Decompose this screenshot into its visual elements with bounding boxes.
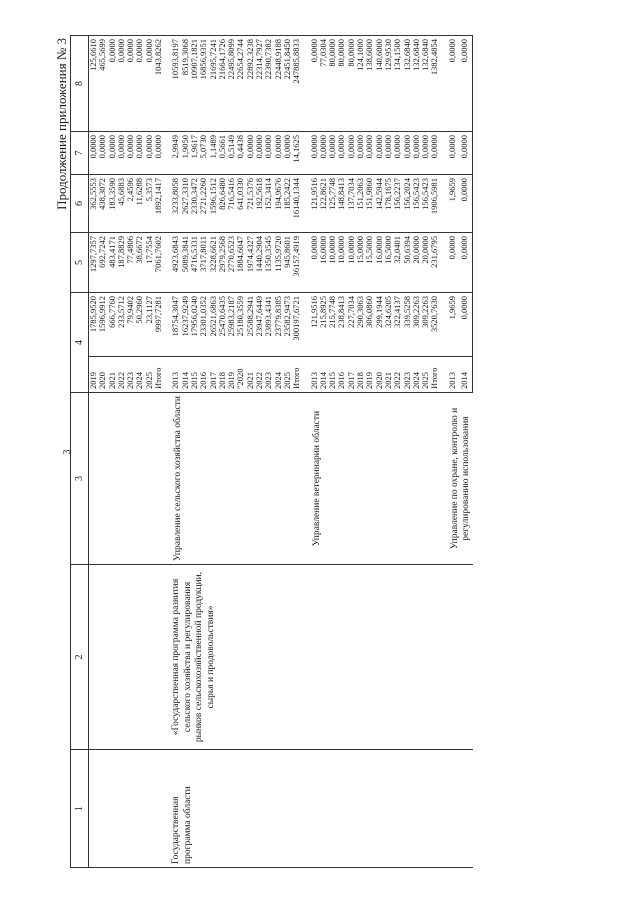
federal-budget-cell: 483,4171 <box>108 233 117 293</box>
total-cell: 215,7748 <box>328 293 337 357</box>
other-sources-cell: 132,6840 <box>403 36 412 132</box>
total-cell: 26521,6863 <box>209 293 218 357</box>
row-spacer <box>302 36 310 868</box>
federal-budget-cell: 36157,4919 <box>292 233 301 293</box>
program-name-cell: «Государственная программа развития сельского хозяйства и регулирования рынков сельскохозяйственной продукции, сырья и продовольствия» <box>171 565 301 750</box>
total-cell: 306,0860 <box>365 293 374 357</box>
total-cell: 17956,0240 <box>190 293 199 357</box>
local-budget-cell: 0,0000 <box>328 132 337 175</box>
other-sources-cell: 0,0000 <box>117 36 126 132</box>
year-cell: 2013 <box>448 357 460 393</box>
local-budget-cell: 0,0000 <box>264 132 273 175</box>
year-cell: 2017 <box>209 357 218 393</box>
local-budget-cell: 0,5149 <box>227 132 236 175</box>
spacer-cell <box>440 750 448 868</box>
local-budget-cell: 2,9949 <box>171 132 180 175</box>
local-budget-cell: 0,0000 <box>319 132 328 175</box>
regional-budget-cell: 1906,5981 <box>430 175 439 233</box>
federal-budget-cell: 50,6394 <box>403 233 412 293</box>
local-budget-cell: 0,0000 <box>255 132 264 175</box>
col-header-1: 1 <box>71 750 89 868</box>
total-cell: 121,9516 <box>310 293 319 357</box>
federal-budget-cell: 0,0000 <box>448 233 460 293</box>
year-cell: 2023 <box>126 357 135 393</box>
local-budget-cell: 0,0000 <box>98 132 107 175</box>
header-row <box>71 36 89 868</box>
program-name-cell <box>310 565 440 750</box>
other-sources-cell: 247885,8833 <box>292 36 301 132</box>
federal-budget-cell: 5089,3841 <box>181 233 190 293</box>
regional-budget-cell: 362,5553 <box>89 175 99 233</box>
total-cell: 233,5712 <box>117 293 126 357</box>
federal-budget-cell: 77,4806 <box>126 233 135 293</box>
local-budget-cell: 0,0000 <box>154 132 163 175</box>
local-budget-cell: 0,0000 <box>89 132 99 175</box>
year-cell: "2020 <box>236 357 245 393</box>
federal-budget-cell: 16,0000 <box>375 233 384 293</box>
regional-budget-cell: 438,3072 <box>98 175 107 233</box>
other-sources-cell: 0,0000 <box>126 36 135 132</box>
local-budget-cell: 0,0000 <box>448 132 460 175</box>
other-sources-cell: 138,6000 <box>365 36 374 132</box>
local-budget-cell: 0,0000 <box>283 132 292 175</box>
program-type-cell <box>310 750 440 868</box>
federal-budget-cell: 15,5000 <box>365 233 374 293</box>
other-sources-cell: 16856,9351 <box>199 36 208 132</box>
total-cell: 16237,9249 <box>181 293 190 357</box>
regional-budget-cell: 152,3414 <box>264 175 273 233</box>
federal-budget-cell: 1350,3545 <box>264 233 273 293</box>
year-cell: 2023 <box>264 357 273 393</box>
spacer-cell <box>302 750 310 868</box>
year-cell: 2024 <box>412 357 421 393</box>
total-cell: 25180,3559 <box>236 293 245 357</box>
federal-budget-cell: 945,8601 <box>283 233 292 293</box>
local-budget-cell: 0,0000 <box>460 132 473 175</box>
other-sources-cell: 22654,2744 <box>236 36 245 132</box>
document-page <box>40 32 600 872</box>
regional-budget-cell: 11,6288 <box>135 175 144 233</box>
other-sources-cell: 1382,4854 <box>430 36 439 132</box>
regional-budget-cell: 137,7034 <box>347 175 356 233</box>
regional-budget-cell: 0,0000 <box>460 175 473 233</box>
federal-budget-cell: 16,0000 <box>319 233 328 293</box>
total-cell: 1,9659 <box>448 293 460 357</box>
local-budget-cell: 0,0000 <box>145 132 154 175</box>
local-budget-cell: 5,0730 <box>199 132 208 175</box>
other-sources-cell: 80,0000 <box>337 36 346 132</box>
other-sources-cell: 80,0000 <box>328 36 337 132</box>
total-cell: 322,4137 <box>393 293 402 357</box>
row-spacer <box>440 36 448 868</box>
spacer-cell <box>163 750 171 868</box>
total-cell: 339,5258 <box>403 293 412 357</box>
local-budget-cell: 0,0000 <box>375 132 384 175</box>
federal-budget-cell: 1884,6047 <box>236 233 245 293</box>
federal-budget-cell: 4716,5331 <box>190 233 199 293</box>
regional-budget-cell: 183,3590 <box>108 175 117 233</box>
federal-budget-cell: 0,0000 <box>460 233 473 293</box>
regional-budget-cell: 148,8413 <box>337 175 346 233</box>
total-cell: 290,3063 <box>356 293 365 357</box>
program-type-cell <box>89 750 164 868</box>
total-cell: 215,8925 <box>319 293 328 357</box>
year-cell: 2022 <box>393 357 402 393</box>
other-sources-cell: 124,1000 <box>356 36 365 132</box>
program-name-cell <box>448 565 473 750</box>
federal-budget-cell: 10,0000 <box>328 233 337 293</box>
executor-cell <box>89 393 164 565</box>
col-header-7: 7 <box>71 132 89 175</box>
federal-budget-cell: 2770,6523 <box>227 233 236 293</box>
year-cell: 2014 <box>181 357 190 393</box>
regional-budget-cell: 185,2422 <box>283 175 292 233</box>
local-budget-cell: 0,5661 <box>218 132 227 175</box>
other-sources-cell: 80,0000 <box>347 36 356 132</box>
regional-budget-cell: 16140,1344 <box>292 175 301 233</box>
total-cell: 23947,6449 <box>255 293 264 357</box>
other-sources-cell: 0,0000 <box>460 36 473 132</box>
col-header-4: 4 <box>71 293 89 393</box>
total-cell: 309,2263 <box>412 293 421 357</box>
other-sources-cell: 22451,8450 <box>283 36 292 132</box>
other-sources-cell: 0,0000 <box>448 36 460 132</box>
total-cell: 23,1127 <box>145 293 154 357</box>
federal-budget-cell: 231,6795 <box>430 233 439 293</box>
regional-budget-cell: 122,8621 <box>319 175 328 233</box>
total-cell: 23893,4341 <box>264 293 273 357</box>
local-budget-cell: 0,0000 <box>337 132 346 175</box>
spacer-cell <box>440 565 448 750</box>
local-budget-cell: 0,0000 <box>393 132 402 175</box>
local-budget-cell: 0,0000 <box>421 132 430 175</box>
year-cell: 2016 <box>199 357 208 393</box>
other-sources-cell: 22448,9188 <box>274 36 283 132</box>
year-cell: 2016 <box>337 357 346 393</box>
federal-budget-cell: 10,0000 <box>337 233 346 293</box>
total-cell: 238,8413 <box>337 293 346 357</box>
other-sources-cell: 134,1500 <box>393 36 402 132</box>
year-cell: 2018 <box>218 357 227 393</box>
other-sources-cell: 129,9530 <box>384 36 393 132</box>
program-name-cell <box>89 565 164 750</box>
regional-budget-cell: 156,2237 <box>393 175 402 233</box>
federal-budget-cell: 1974,4327 <box>246 233 255 293</box>
federal-budget-cell: 16,5000 <box>384 233 393 293</box>
regional-budget-cell: 194,9676 <box>274 175 283 233</box>
year-cell: 2025 <box>421 357 430 393</box>
other-sources-cell: 10593,8197 <box>171 36 180 132</box>
year-cell: 2024 <box>274 357 283 393</box>
federal-budget-cell: 3717,8011 <box>199 233 208 293</box>
year-cell: 2025 <box>283 357 292 393</box>
regional-budget-cell: 1,9659 <box>448 175 460 233</box>
regional-budget-cell: 826,6480 <box>218 175 227 233</box>
federal-budget-cell: 20,0000 <box>421 233 430 293</box>
year-cell: 2021 <box>108 357 117 393</box>
other-sources-cell: 22390,7382 <box>264 36 273 132</box>
local-budget-cell: 0,0000 <box>347 132 356 175</box>
other-sources-cell: 0,0000 <box>135 36 144 132</box>
appendix-title: Продолжение приложения № 3 <box>54 38 69 210</box>
local-budget-cell: 0,4438 <box>236 132 245 175</box>
federal-budget-cell: 1297,7357 <box>89 233 99 293</box>
total-cell: 79,9402 <box>126 293 135 357</box>
local-budget-cell: 1,1489 <box>209 132 218 175</box>
regional-budget-cell: 156,5423 <box>421 175 430 233</box>
other-sources-cell: 22495,8099 <box>227 36 236 132</box>
local-budget-cell: 0,0000 <box>117 132 126 175</box>
federal-budget-cell: 32,0401 <box>393 233 402 293</box>
year-cell: 2019 <box>365 357 374 393</box>
total-cell: 309,2263 <box>421 293 430 357</box>
total-cell: 25470,6435 <box>218 293 227 357</box>
program-type-cell <box>448 750 473 868</box>
other-sources-cell: 22892,3238 <box>246 36 255 132</box>
federal-budget-cell: 1135,9720 <box>274 233 283 293</box>
year-cell: 2015 <box>190 357 199 393</box>
federal-budget-cell: 20,0000 <box>412 233 421 293</box>
year-cell: 2022 <box>255 357 264 393</box>
local-budget-cell: 0,0000 <box>403 132 412 175</box>
federal-budget-cell: 17,7554 <box>145 233 154 293</box>
regional-budget-cell: 641,0330 <box>236 175 245 233</box>
executor-cell: Управление по охране, контролю и регулированию использования <box>448 393 473 565</box>
year-cell: Итого <box>292 357 301 393</box>
year-cell: Итого <box>430 357 439 393</box>
total-cell: 18754,3047 <box>171 293 180 357</box>
local-budget-cell: 1,9050 <box>181 132 190 175</box>
year-cell: 2014 <box>460 357 473 393</box>
total-cell: 9997,7281 <box>154 293 163 357</box>
total-cell: 324,6205 <box>384 293 393 357</box>
other-sources-cell: 0,0000 <box>108 36 117 132</box>
other-sources-cell: 465,5699 <box>98 36 107 132</box>
spacer-cell <box>302 393 310 565</box>
year-cell: 2018 <box>356 357 365 393</box>
regional-budget-cell: 3233,8058 <box>171 175 180 233</box>
other-sources-cell: 1043,8262 <box>154 36 163 132</box>
other-sources-cell: 22314,7927 <box>255 36 264 132</box>
local-budget-cell: 0,0000 <box>365 132 374 175</box>
year-cell: 2023 <box>403 357 412 393</box>
regional-budget-cell: 45,6883 <box>117 175 126 233</box>
total-cell: 1785,9520 <box>89 293 99 357</box>
local-budget-cell: 0,0000 <box>430 132 439 175</box>
total-cell: 0,0000 <box>460 293 473 357</box>
local-budget-cell: 1,9617 <box>190 132 199 175</box>
other-sources-cell: 132,6840 <box>421 36 430 132</box>
total-cell: 666,7760 <box>108 293 117 357</box>
total-cell: 300197,6721 <box>292 293 301 357</box>
spacer-cell <box>440 393 448 565</box>
year-cell: 2020 <box>98 357 107 393</box>
table-row <box>171 36 180 868</box>
regional-budget-cell: 156,2024 <box>403 175 412 233</box>
regional-budget-cell: 716,5416 <box>227 175 236 233</box>
total-cell: 1596,9912 <box>98 293 107 357</box>
federal-budget-cell: 4923,6843 <box>171 233 180 293</box>
regional-budget-cell: 125,7748 <box>328 175 337 233</box>
other-sources-cell: 0,0000 <box>310 36 319 132</box>
regional-budget-cell: 2330,3472 <box>190 175 199 233</box>
spacer-cell <box>163 565 171 750</box>
total-cell: 50,2960 <box>135 293 144 357</box>
table-row <box>89 36 99 868</box>
year-cell: Итого <box>154 357 163 393</box>
regional-budget-cell: 178,1675 <box>384 175 393 233</box>
year-cell: 2015 <box>328 357 337 393</box>
col-header-8: 8 <box>71 36 89 132</box>
spacer-cell <box>163 393 171 565</box>
regional-budget-cell: 2627,3310 <box>181 175 190 233</box>
col-header-5: 5 <box>71 233 89 293</box>
total-cell: 25588,2941 <box>246 293 255 357</box>
total-cell: 3520,7630 <box>430 293 439 357</box>
executor-cell: Управление сельского хозяйства области <box>171 393 301 565</box>
regional-budget-cell: 156,5423 <box>412 175 421 233</box>
other-sources-cell: 0,0000 <box>145 36 154 132</box>
year-cell: 2013 <box>310 357 319 393</box>
federal-budget-cell: 0,0000 <box>310 233 319 293</box>
year-cell: 2019 <box>89 357 99 393</box>
page-number: 3 <box>62 449 73 455</box>
total-cell: 299,1944 <box>375 293 384 357</box>
total-cell: 25983,2187 <box>227 293 236 357</box>
year-cell: 2024 <box>135 357 144 393</box>
regional-budget-cell: 2721,2260 <box>199 175 208 233</box>
other-sources-cell: 125,6610 <box>89 36 99 132</box>
federal-budget-cell: 692,7242 <box>98 233 107 293</box>
federal-budget-cell: 38,6672 <box>135 233 144 293</box>
table-row <box>448 36 460 868</box>
regional-budget-cell: 1892,1417 <box>154 175 163 233</box>
federal-budget-cell: 10,0000 <box>347 233 356 293</box>
year-cell: 2022 <box>117 357 126 393</box>
local-budget-cell: 0,0000 <box>135 132 144 175</box>
local-budget-cell: 0,0000 <box>274 132 283 175</box>
federal-budget-cell: 15,0000 <box>356 233 365 293</box>
regional-budget-cell: 121,9516 <box>310 175 319 233</box>
other-sources-cell: 10907,1821 <box>190 36 199 132</box>
spacer-cell <box>302 565 310 750</box>
local-budget-cell: 0,0000 <box>126 132 135 175</box>
data-table <box>70 35 473 868</box>
regional-budget-cell: 1596,1512 <box>209 175 218 233</box>
year-cell: 2014 <box>319 357 328 393</box>
year-cell: 2021 <box>384 357 393 393</box>
federal-budget-cell: 187,8829 <box>117 233 126 293</box>
executor-cell: Управление ветеринарии области <box>310 393 440 565</box>
col-header-6: 6 <box>71 175 89 233</box>
other-sources-cell: 140,6000 <box>375 36 384 132</box>
year-cell: 2017 <box>347 357 356 393</box>
year-cell: 2019 <box>227 357 236 393</box>
total-cell: 23779,8385 <box>274 293 283 357</box>
year-cell: 2020 <box>375 357 384 393</box>
regional-budget-cell: 5,3573 <box>145 175 154 233</box>
year-cell: 2025 <box>145 357 154 393</box>
total-cell: 227,7034 <box>347 293 356 357</box>
local-budget-cell: 0,0000 <box>412 132 421 175</box>
federal-budget-cell: 7061,7602 <box>154 233 163 293</box>
other-sources-cell: 77,0304 <box>319 36 328 132</box>
total-cell: 23301,0352 <box>199 293 208 357</box>
col-header-3: 3 <box>71 393 89 565</box>
regional-budget-cell: 721,5376 <box>246 175 255 233</box>
other-sources-cell: 21664,1726 <box>218 36 227 132</box>
row-spacer <box>163 36 171 868</box>
local-budget-cell: 0,0000 <box>108 132 117 175</box>
local-budget-cell: 0,0000 <box>310 132 319 175</box>
col-header-2: 2 <box>71 565 89 750</box>
table-row <box>310 36 319 868</box>
year-cell: 2013 <box>171 357 180 393</box>
other-sources-cell: 8519,3068 <box>181 36 190 132</box>
regional-budget-cell: 142,5944 <box>375 175 384 233</box>
year-cell: 2021 <box>246 357 255 393</box>
local-budget-cell: 0,0000 <box>384 132 393 175</box>
regional-budget-cell: 2,4596 <box>126 175 135 233</box>
regional-budget-cell: 151,2063 <box>356 175 365 233</box>
regional-budget-cell: 192,5618 <box>255 175 264 233</box>
federal-budget-cell: 3228,6621 <box>209 233 218 293</box>
regional-budget-cell: 151,9860 <box>365 175 374 233</box>
local-budget-cell: 14,1625 <box>292 132 301 175</box>
other-sources-cell: 132,6840 <box>412 36 421 132</box>
local-budget-cell: 0,0000 <box>356 132 365 175</box>
total-cell: 23582,9473 <box>283 293 292 357</box>
federal-budget-cell: 1440,2904 <box>255 233 264 293</box>
program-type-cell: Государственная программа области <box>171 750 301 868</box>
other-sources-cell: 21695,7241 <box>209 36 218 132</box>
local-budget-cell: 0,0000 <box>246 132 255 175</box>
federal-budget-cell: 2979,2568 <box>218 233 227 293</box>
